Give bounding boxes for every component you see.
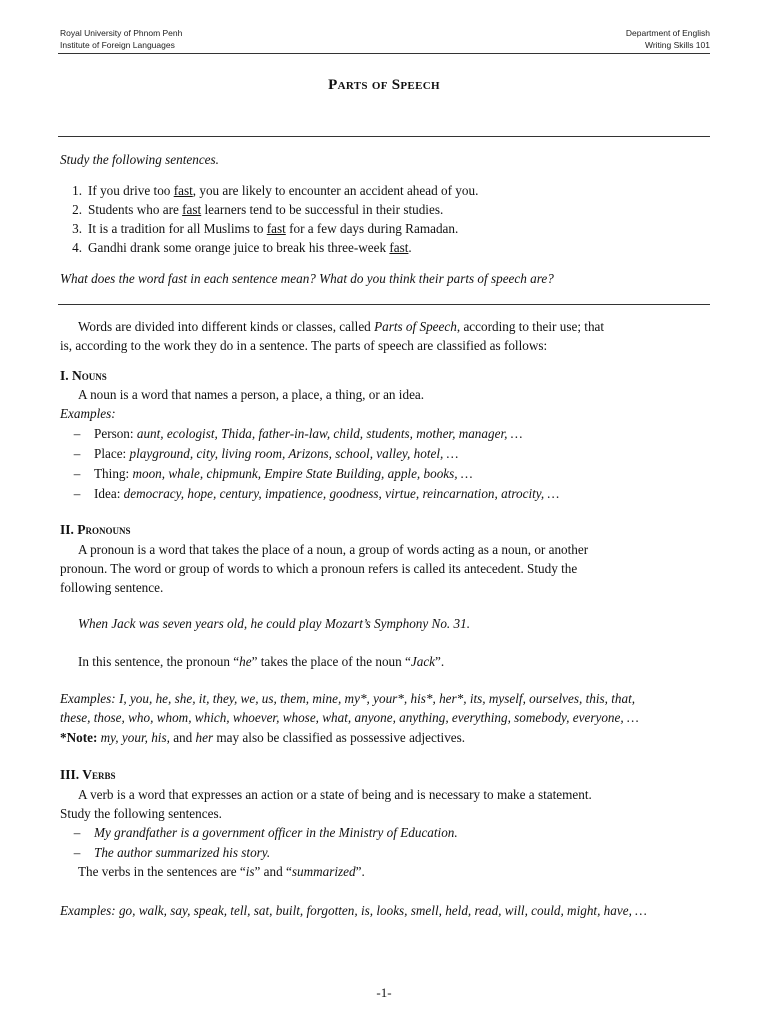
sentence-list-item <box>60 238 708 257</box>
example-words: aunt, ecologist, Thida, father-in-law, child, students, mother, manager, … <box>136 426 523 441</box>
example-words: playground, city, living room, Arizons, school, valley, hotel, … <box>129 446 459 461</box>
example-sentence: My grandfather is a government officer in the Ministry of Education. <box>94 825 458 840</box>
overview-text: Words are divided into different kinds or classes, called <box>78 319 375 334</box>
university-name: Royal University of Phnom Penh <box>60 28 183 38</box>
sentence-text: Students who are <box>88 202 183 217</box>
list-item <box>66 464 708 483</box>
section-heading-pronouns: II. Pronouns <box>60 522 131 537</box>
category-label: Thing: <box>94 466 133 481</box>
noun-word: Jack <box>410 654 436 669</box>
verb-explanation <box>60 862 708 881</box>
intro-bottom-rule <box>58 304 710 305</box>
list-item <box>66 424 708 443</box>
sentence-number: 3. <box>72 221 82 236</box>
pronoun-word: he <box>239 654 252 669</box>
sentence-text: learners tend to be successful in their studies. <box>201 202 444 217</box>
list-item <box>66 823 708 842</box>
pronoun-definition: pronoun. The word or group of words to which a pronoun refers is called its antecedent. Study the <box>60 561 578 576</box>
pronoun-definition: A pronoun is a word that takes the place of a noun, a group of words acting as a noun, or another <box>78 542 589 557</box>
intro-top-rule <box>58 136 710 137</box>
dash-bullet: – <box>73 825 81 840</box>
list-item <box>66 484 708 503</box>
page-title: Parts of Speech <box>328 77 440 93</box>
sentence-list-item <box>60 219 708 238</box>
sentence-text: It is a tradition for all Muslims to <box>88 221 267 236</box>
header-left <box>60 27 182 51</box>
verb-examples: Examples: go, walk, say, speak, tell, sat, built, forgotten, is, looks, smell, held, read, will, could, might, have, … <box>60 903 647 918</box>
sentence-number: 1. <box>72 183 82 198</box>
dash-bullet: – <box>73 486 81 501</box>
header-rule <box>58 53 710 54</box>
explanation-text: The verbs in the sentences are “ <box>78 864 246 879</box>
example-words: moon, whale, chipmunk, Empire State Building, apple, books, … <box>132 466 473 481</box>
pronoun-explanation <box>60 652 708 671</box>
section-heading-nouns: I. Nouns <box>60 368 107 383</box>
overview-text: , according to their use; that <box>456 319 605 334</box>
sentence-text: , you are likely to encounter an accident ahead of you. <box>192 183 479 198</box>
underlined-word: fast <box>266 221 286 236</box>
note-text: and <box>169 730 196 745</box>
sentence-list-item <box>60 181 708 200</box>
note-words: her <box>195 730 214 745</box>
sentence-text: . <box>408 240 412 255</box>
explanation-text: ” and “ <box>254 864 292 879</box>
sentence-number: 4. <box>72 240 82 255</box>
header-right <box>626 27 710 51</box>
verb-word: summarized <box>291 864 356 879</box>
sentence-text: If you drive too <box>88 183 174 198</box>
example-words: democracy, hope, century, impatience, goodness, virtue, reincarnation, atrocity, … <box>123 486 560 501</box>
example-sentence: The author summarized his story. <box>94 845 271 860</box>
sentence-text: for a few days during Ramadan. <box>285 221 459 236</box>
sentence-list-item <box>60 200 708 219</box>
department-name: Department of English <box>625 28 710 38</box>
verb-definition: Study the following sentences. <box>60 806 222 821</box>
category-label: Idea: <box>94 486 124 501</box>
list-item <box>66 843 708 862</box>
category-label: Place: <box>94 446 130 461</box>
institute-name: Institute of Foreign Languages <box>60 40 175 50</box>
note-words: my, your, his, <box>97 730 170 745</box>
section-heading-verbs: III. Verbs <box>60 767 116 782</box>
verb-word: is <box>245 864 255 879</box>
explanation-text: ”. <box>355 864 365 879</box>
noun-definition: A noun is a word that names a person, a place, a thing, or an idea. <box>78 387 425 402</box>
intro-question: What does the word fast in each sentence mean? What do you think their parts of speech are? <box>60 271 554 286</box>
pronoun-note <box>60 728 708 747</box>
dash-bullet: – <box>73 446 81 461</box>
pronoun-definition: following sentence. <box>60 580 164 595</box>
course-name: Writing Skills 101 <box>644 40 710 50</box>
example-sentence: When Jack was seven years old, he could play Mozart’s Symphony No. 31. <box>78 616 471 631</box>
examples-label: Examples: <box>60 406 116 421</box>
verb-definition: A verb is a word that expresses an action or a state of being and is necessary to make a statement. <box>78 787 592 802</box>
explanation-text: ”. <box>435 654 445 669</box>
explanation-text: ” takes the place of the noun “ <box>251 654 411 669</box>
overview-line: is, according to the work they do in a sentence. The parts of speech are classified as follows: <box>60 338 548 353</box>
pronoun-examples: these, those, who, whom, which, whoever, whose, what, anyone, anything, everything, somebody, everyone, … <box>60 710 639 725</box>
underlined-word: fast <box>182 202 202 217</box>
parts-of-speech-term: Parts of Speech <box>374 319 457 334</box>
underlined-word: fast <box>173 183 193 198</box>
category-label: Person: <box>94 426 137 441</box>
intro-instruction: Study the following sentences. <box>60 152 219 167</box>
underlined-word: fast <box>389 240 409 255</box>
overview-line <box>60 317 708 336</box>
dash-bullet: – <box>73 845 81 860</box>
dash-bullet: – <box>73 466 81 481</box>
sentence-text: Gandhi drank some orange juice to break his three-week <box>88 240 390 255</box>
note-text: may also be classified as possessive adjectives. <box>213 730 466 745</box>
page-number: -1- <box>376 985 392 1000</box>
dash-bullet: – <box>73 426 81 441</box>
explanation-text: In this sentence, the pronoun “ <box>78 654 240 669</box>
pronoun-examples: Examples: I, you, he, she, it, they, we, us, them, mine, my*, your*, his*, her*, its, myself, ourselves, this, that, <box>60 691 636 706</box>
sentence-number: 2. <box>72 202 82 217</box>
note-label: *Note: <box>60 730 98 745</box>
list-item <box>66 444 708 463</box>
